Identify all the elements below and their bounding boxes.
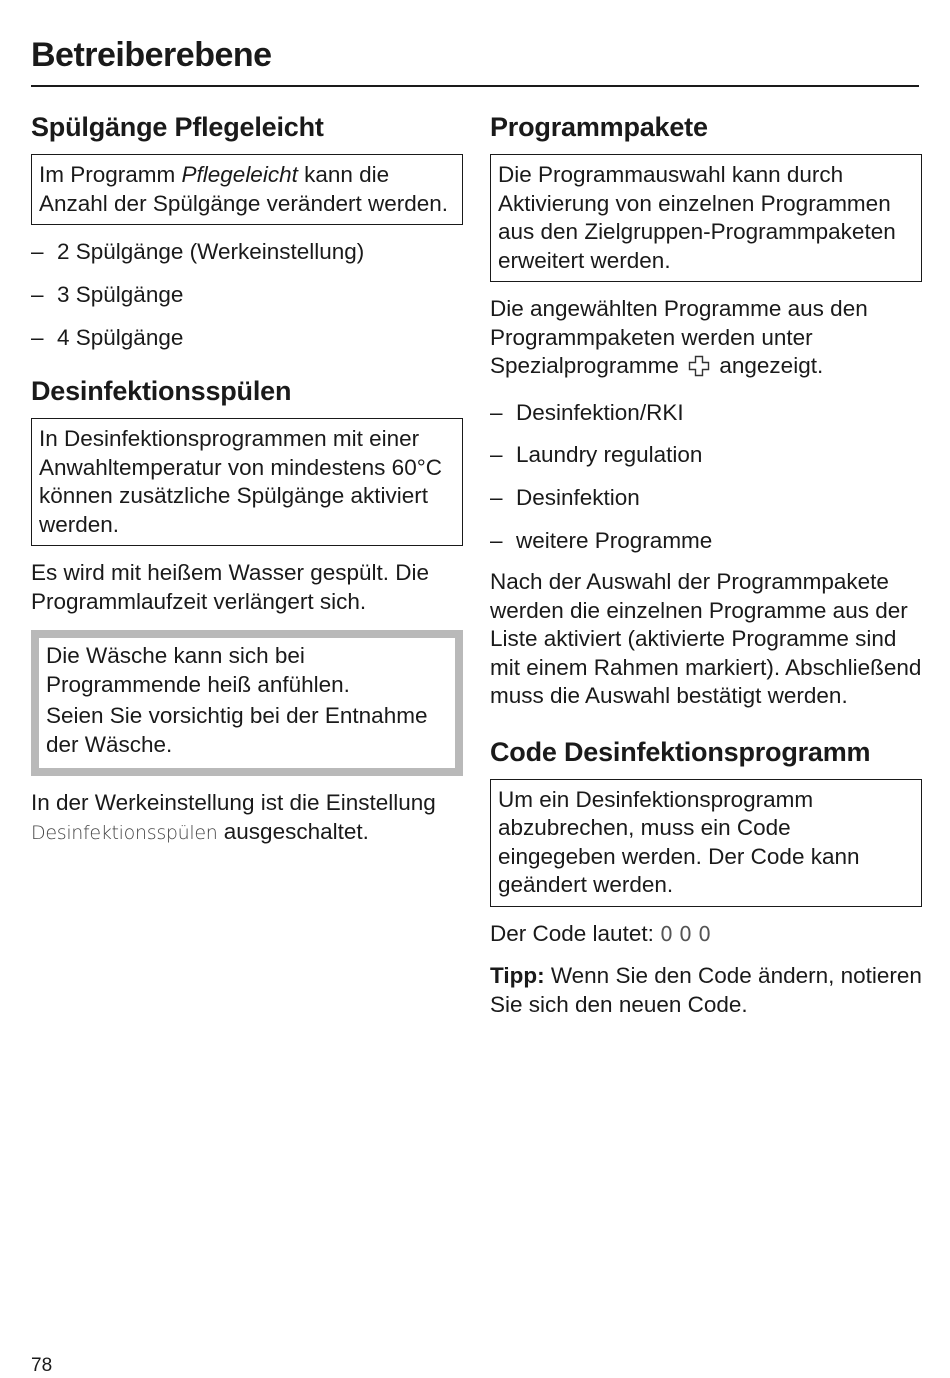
info-text: Im Programm xyxy=(39,162,182,187)
paragraph: Nach der Auswahl der Programmpakete werden die einzelnen Programme aus der Liste aktiviert (aktivierte Programme sind mit einem Rahmen markiert). Abschließend muss die Auswahl bestätigt werden. xyxy=(490,569,922,709)
program-name: Pflegeleicht xyxy=(181,162,298,187)
rinse-options-list xyxy=(31,238,463,352)
section-heading-programmpakete: Programmpakete xyxy=(490,112,708,142)
code-value: 0 0 0 xyxy=(660,921,711,946)
list-dash: – xyxy=(31,239,44,264)
info-box-programmpakete: Die Programmauswahl kann durch Aktivierung von einzelnen Programmen aus den Zielgruppen-Programmpaketen erweitert werden. xyxy=(490,154,922,282)
list-dash: – xyxy=(490,442,503,468)
program-packages-list xyxy=(490,399,922,556)
warning-text: Die Wäsche kann sich bei Programmende heiß anfühlen. xyxy=(46,643,350,697)
tip-paragraph: Tipp: Wenn Sie den Code ändern, notieren Sie sich den neuen Code. xyxy=(490,963,922,1017)
paragraph: Die angewählten Programme aus den Programmpaketen werden unter Spezialprogramme angezeigt. xyxy=(490,295,922,385)
list-item: – Desinfektion xyxy=(490,484,922,513)
list-item: – 4 Spülgänge xyxy=(31,324,463,353)
list-item: – 3 Spülgänge xyxy=(31,281,463,310)
special-programs-icon xyxy=(688,355,710,385)
list-item: – weitere Programme xyxy=(490,527,922,556)
warning-box xyxy=(31,630,463,776)
display-text: Desinfektionsspülen xyxy=(31,821,218,844)
info-text: kann die Anzahl der Spülgänge verändert werden. xyxy=(39,162,449,216)
page-title: Betreiberebene xyxy=(31,36,272,74)
page-number: 78 xyxy=(31,1355,53,1376)
list-item: – 2 Spülgänge (Werkeinstellung) xyxy=(31,238,463,267)
section-heading-desinfektionsspuelen: Desinfektionsspülen xyxy=(31,376,292,407)
list-dash: – xyxy=(31,324,44,350)
info-box-spuelgaenge xyxy=(31,154,463,225)
list-item: – Laundry regulation xyxy=(490,441,922,470)
title-divider xyxy=(31,85,919,87)
info-box-desinfektion: In Desinfektionsprogrammen mit einer Anwahltemperatur von mindestens 60°C können zusätzliche Spülgänge aktiviert werden. xyxy=(31,418,463,546)
list-dash: – xyxy=(490,485,503,511)
paragraph: Es wird mit heißem Wasser gespült. Die Programmlaufzeit verlängert sich. xyxy=(31,560,430,614)
list-dash: – xyxy=(490,528,503,554)
tip-label: Tipp: xyxy=(490,963,545,989)
left-column xyxy=(31,110,463,861)
list-dash: – xyxy=(31,281,44,307)
right-column xyxy=(490,110,922,1033)
code-line: Der Code lautet: 0 0 0 xyxy=(490,920,711,946)
list-dash: – xyxy=(490,399,503,425)
list-item: – Desinfektion/RKI xyxy=(490,399,922,428)
info-box-code: Um ein Desinfektionsprogramm abzubrechen, muss ein Code eingegeben werden. Der Code kann geändert werden. xyxy=(490,779,922,907)
section-heading-code: Code Desinfektionsprogramm xyxy=(490,736,871,767)
warning-text: Seien Sie vorsichtig bei der Entnahme der Wäsche. xyxy=(46,703,428,757)
paragraph: In der Werkeinstellung ist die Einstellung Desinfektionsspülen ausgeschaltet. xyxy=(31,790,436,844)
section-heading-spuelgaenge: Spülgänge Pflegeleicht xyxy=(31,112,324,142)
